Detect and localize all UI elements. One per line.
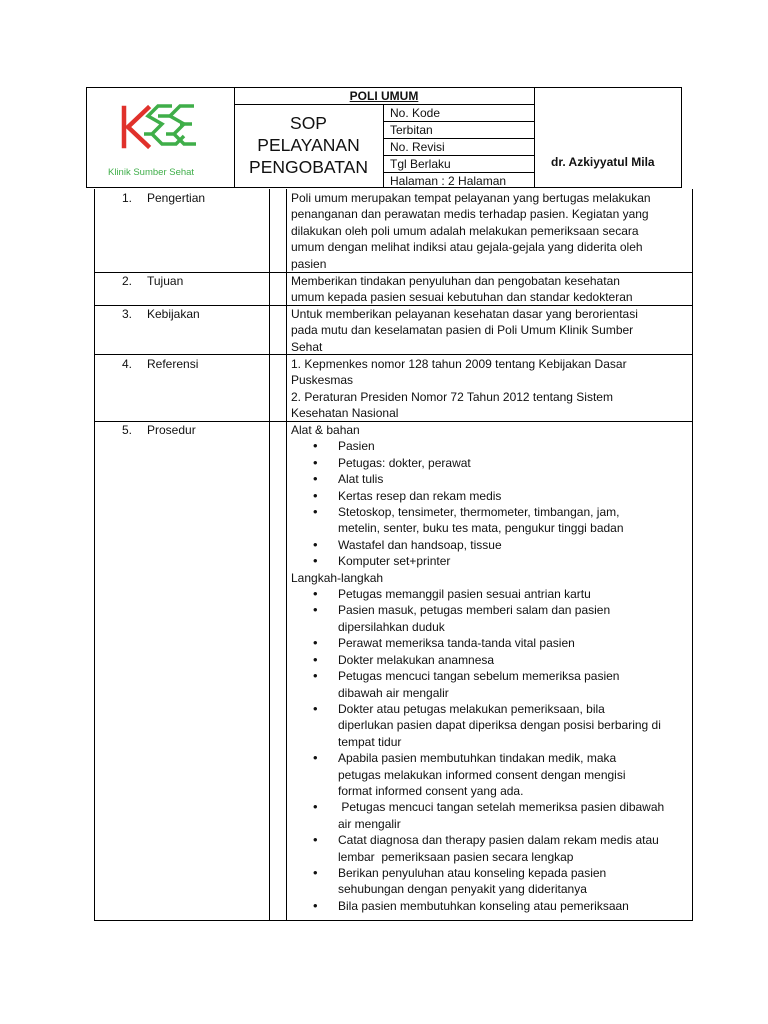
list-item-line: • Kertas resep dan rekam medis [338,488,502,503]
content-line: Untuk memberikan pelayanan kesehatan dasar yang berorientasi [291,307,638,321]
list-item-line: sehubungan dengan penyakit yang dideritanya [338,882,587,897]
tools-list [291,438,691,569]
list-item [291,652,691,668]
list-item [291,832,691,865]
list-item-line: • Perawat memeriksa tanda-tanda vital pasien [338,636,575,651]
list-item-line: • Petugas: dokter, perawat [338,455,471,470]
tools-heading: Alat & bahan [291,423,360,437]
content-line: 2. Peraturan Presiden Nomor 72 Tahun 2012 tentang Sistem [291,389,613,404]
list-item-line: • Dokter atau petugas melakukan pemeriksaan, bila [338,701,605,716]
list-item-line: • Catat diagnosa dan therapy pasien dalam rekam medis atau [338,833,659,848]
list-item [291,898,691,914]
list-item-line: • Apabila pasien membutuhkan tindakan medik, maka [338,751,617,766]
content-line: penanganan dan perawatan medis terhadap pasien. Kegiatan yang [291,207,649,222]
list-item [291,799,691,832]
list-item-line: metelin, senter, buku tes mata, pengukur tinggi badan [338,521,624,536]
content-line: Puskesmas [291,373,354,388]
content-line: Sehat [291,339,323,354]
content-line: pada mutu dan keselamatan pasien di Poli Umum Klinik Sumber [291,323,634,338]
list-item [291,865,691,898]
list-item-line: • Stetoskop, tensimeter, thermometer, timbangan, jam, [338,505,620,520]
logo-k-mark [124,108,148,146]
meta-halaman: Halaman : 2 Halaman [390,174,507,188]
list-item-line: lembar pemeriksaan pasien secara lengkap [338,849,574,864]
list-item [291,438,691,454]
content-line: dilakukan oleh poli umum adalah melakukan pemeriksaan secara [291,223,639,238]
section-number: 2. [122,274,133,288]
list-item-line: air mengalir [338,816,401,831]
section-label: Pengertian [147,191,206,205]
list-item-line: • Wastafel dan handsoap, tissue [338,537,502,552]
sop-title-line: PENGOBATAN [249,157,368,177]
section-number: 5. [122,423,133,437]
department-title: POLI UMUM [349,89,419,103]
list-item-line: • Pasien [338,439,375,454]
list-item-line: format informed consent yang ada. [338,783,524,798]
section-number: 1. [122,191,133,205]
meta-terbitan: Terbitan [390,123,433,137]
list-item [291,455,691,471]
list-item [291,471,691,487]
list-item [291,750,691,799]
content-line: pasien [291,256,327,271]
section-number: 3. [122,307,133,321]
section-label: Prosedur [147,423,196,437]
content-line: Memberikan tindakan penyuluhan dan pengobatan kesehatan [291,274,620,288]
content-line: 1. Kepmenkes nomor 128 tahun 2009 tentang Kebijakan Dasar [291,357,627,371]
steps-list [291,586,691,914]
list-item [291,586,691,602]
section-content [291,422,691,914]
list-item-line: petugas melakukan informed consent dengan mengisi [338,767,626,782]
section-label: Kebijakan [147,307,200,321]
list-item-line: • Petugas mencuci tangan sebelum memeriksa pasien [338,669,620,684]
clinic-name-caption: Klinik Sumber Sehat [108,167,195,178]
list-item [291,701,691,750]
list-item-line: • Pasien masuk, petugas memberi salam dan pasien [338,603,611,618]
list-item-line: • Dokter melakukan anamnesa [338,652,495,667]
section-content [291,356,691,422]
logo-s-marks [144,106,196,144]
sop-title-line: PELAYANAN [257,135,360,155]
list-item [291,635,691,651]
list-item-line: • Petugas mencuci tangan setelah memeriksa pasien dibawah [338,800,665,815]
section-number: 4. [122,357,133,371]
list-item-line: tempat tidur [338,734,402,749]
section-content [291,306,691,355]
list-item-line: diperlukan pasien dapat diperiksa dengan posisi berbaring di [338,718,661,733]
content-line: Kesehatan Nasional [291,406,399,421]
content-line: Poli umum merupakan tempat pelayanan yang bertugas melakukan [291,191,651,205]
doctor-name: dr. Azkiyyatul Mila [551,155,655,169]
section-content [291,273,691,306]
content-line: umum dengan melihat indiksi atau gejala-gejala yang diderita oleh [291,240,643,255]
list-item [291,504,691,537]
list-item [291,668,691,701]
list-item-line: dibawah air mengalir [338,685,449,700]
meta-tgl-berlaku: Tgl Berlaku [390,157,451,171]
section-label: Tujuan [147,274,184,288]
list-item-line: dipersilahkan duduk [338,619,445,634]
list-item-line: • Bila pasien membutuhkan konseling atau pemeriksaan [338,898,629,913]
list-item-line: • Petugas memanggil pasien sesuai antrian kartu [338,587,591,602]
list-item [291,537,691,553]
meta-revisi: No. Revisi [390,140,445,154]
content-line: umum kepada pasien sesuai kebutuhan dan standar kedokteran [291,290,633,305]
list-item [291,488,691,504]
sop-title-line: SOP [290,113,327,133]
section-label: Referensi [147,357,199,371]
list-item-line: • Berikan penyuluhan atau konseling kepada pasien [338,865,607,880]
list-item-line: • Alat tulis [338,472,384,487]
meta-kode: No. Kode [390,106,441,120]
sop-title [234,112,383,178]
list-item [291,602,691,635]
list-item [291,553,691,569]
steps-heading: Langkah-langkah [291,570,384,585]
section-content [291,190,691,272]
list-item-line: • Komputer set+printer [338,554,451,569]
